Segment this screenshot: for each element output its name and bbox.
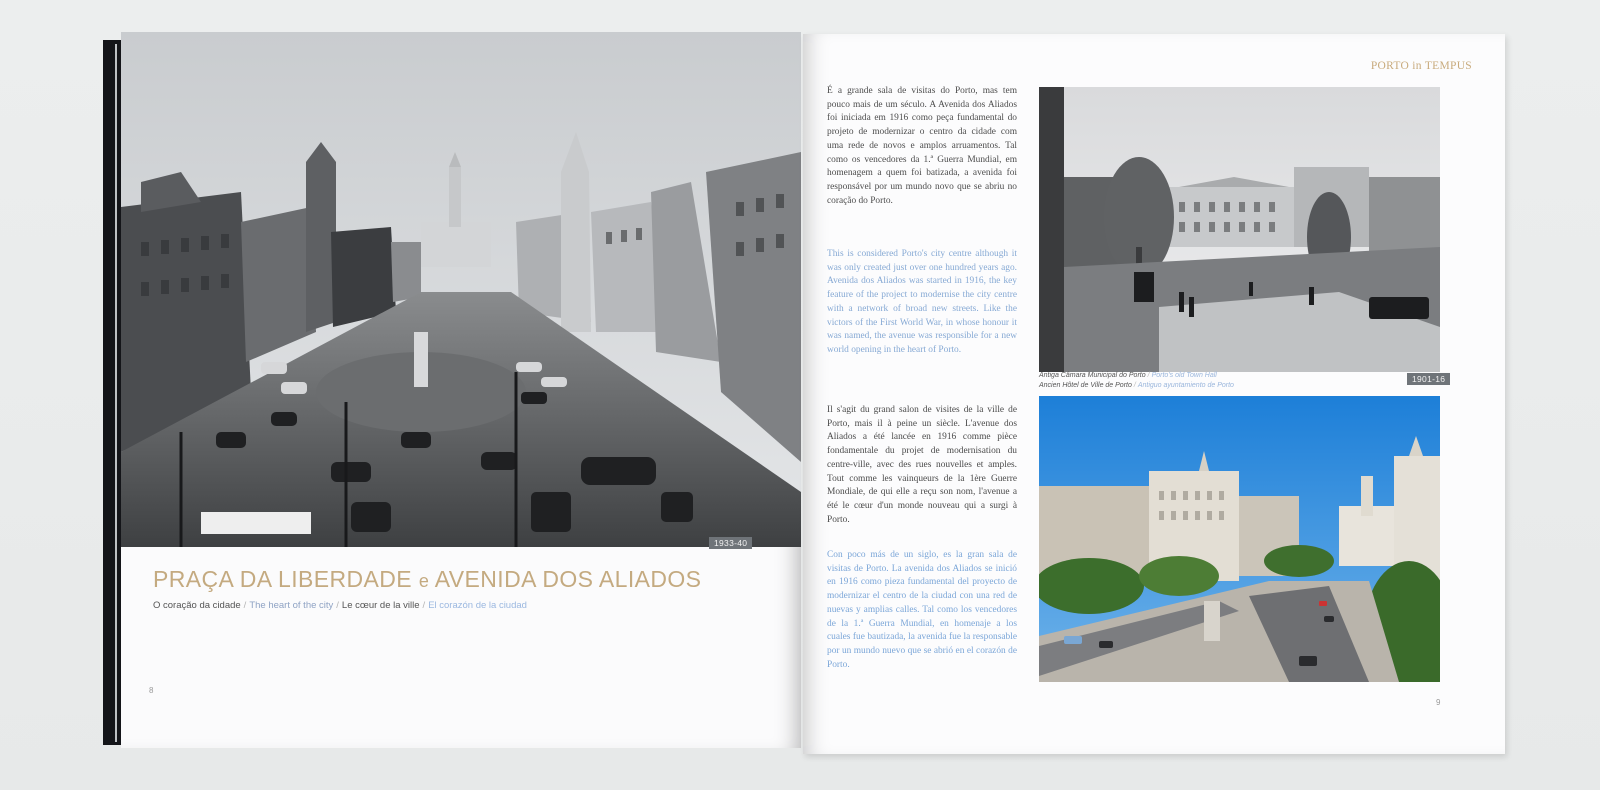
- caption-pt: Antiga Câmara Municipal do Porto: [1039, 372, 1146, 379]
- old-photo-year-badge: 1901-16: [1407, 373, 1450, 385]
- right-page-number: 9: [1436, 698, 1441, 707]
- caption-fr: Ancien Hôtel de Ville de Porto: [1039, 381, 1132, 389]
- text-portuguese: É a grande sala de visitas do Porto, mas tem pouco mais de um século. A Avenida dos Aliados foi iniciada em 1916 como peça fundamental do projeto de modernizar o centro da cidade com uma rede de novos e amplos arruamentos. Tal como os vencedores da 1.ª Guerra Mundial, em homenagem a quem foi batizada, a avenida foi responsável por um mundo novo que se abriu no coração do Porto.: [827, 86, 1017, 206]
- right-page: [803, 34, 1505, 754]
- historic-avenue-photo: [121, 32, 801, 547]
- old-photo-caption: Antiga Câmara Municipal do Porto / Porto's old Town Hall Ancien Hôtel de Ville de Porto / Antiguo ayuntamiento de Porto: [1039, 372, 1234, 389]
- modern-avenue-photo: [1039, 396, 1440, 682]
- title-part-1: PRAÇA DA LIBERDADE: [153, 566, 413, 592]
- caption-en: Porto's old Town Hall: [1151, 372, 1217, 379]
- title-conjunction: e: [418, 571, 430, 591]
- page-title: [153, 566, 701, 593]
- text-french: Il s'agit du grand salon de visites de la ville de Porto, mais il à peine un siècle. L'avenue dos Aliados a été lancée en 1916 comme pièce fondamentale du projet de modernisation du centre-ville, avec des rues nouvelles et amples. Tout comme les vainqueurs de la 1ère Guerre Mondiale, de qui elle a reçu son nom, l'avenue a été le cœur d'un monde nouveau qui a surgi à Porto.: [827, 405, 1017, 525]
- subtitle: O coração da cidade / The heart of the city / Le cœur de la ville / El corazón de la ciudad: [153, 600, 527, 611]
- page-edges: [115, 44, 117, 742]
- historic-avenue-illustration: [121, 32, 801, 547]
- running-head: PORTO in TEMPUS: [1370, 60, 1472, 72]
- old-town-hall-illustration: [1039, 87, 1440, 372]
- subtitle-fr: Le cœur de la ville: [341, 600, 420, 611]
- text-english: This is considered Porto's city centre although it was only created just over one hundred years ago. Avenida dos Aliados was started in 1916, the key feature of the project to modernise the city centre with a network of broad new streets. Like the victors of the First World War, in whose honour it was named, the avenue was responsible for a new world opening in the heart of Porto.: [827, 249, 1017, 355]
- left-page: [121, 32, 801, 748]
- book-spine: [103, 40, 123, 745]
- left-page-number: 8: [149, 686, 154, 695]
- old-town-hall-photo: [1039, 87, 1440, 372]
- title-part-2: AVENIDA DOS ALIADOS: [434, 566, 702, 592]
- caption-es: Antiguo ayuntamiento de Porto: [1137, 381, 1234, 389]
- subtitle-en: The heart of the city: [249, 600, 334, 611]
- subtitle-es: El corazón de la ciudad: [428, 600, 527, 611]
- modern-avenue-illustration: [1039, 396, 1440, 682]
- text-spanish: Con poco más de un siglo, es la gran sala de visitas de Porto. La avenida dos Aliados se inició en 1916 como pieza fundamental del proyecto de modernizar el centro de la ciudad con una red de nuevas y amplias calles. Tal como los vencedores de la 1.ª Guerra Mundial, en homenaje a los cuales fue bautizada, la avenida fue la responsable por un mundo nuevo que se abrió en el corazón de Porto.: [827, 550, 1017, 670]
- subtitle-pt: O coração da cidade: [153, 600, 241, 611]
- photo-year-badge: 1933-40: [709, 537, 752, 549]
